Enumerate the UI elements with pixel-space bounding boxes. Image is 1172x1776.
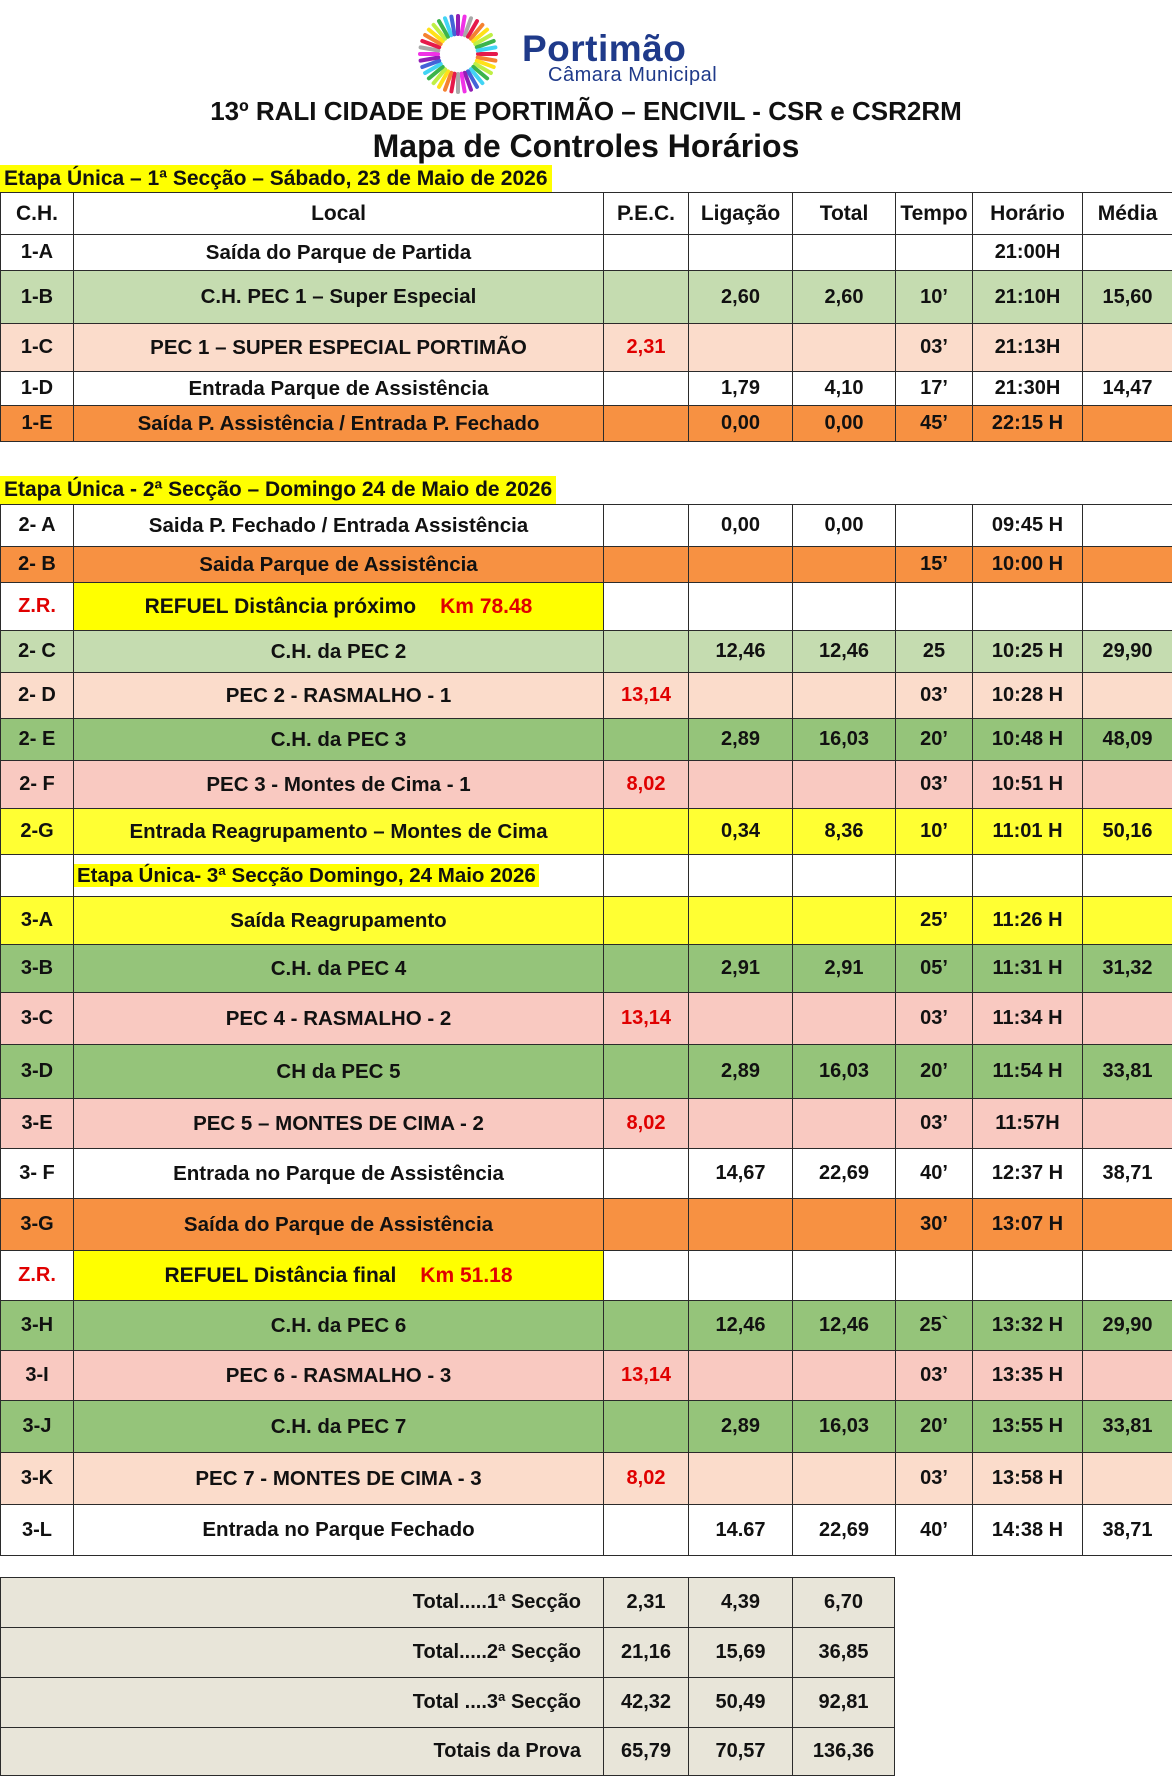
table-row (1, 583, 1172, 631)
total-distance: 16,03 (793, 1045, 896, 1099)
ch-code: 3-B (1, 945, 74, 993)
section3-heading-row (1, 855, 1172, 897)
col-ch: C.H. (1, 193, 74, 235)
total-distance: 16,03 (793, 719, 896, 761)
table-row (1, 1251, 1172, 1301)
ch-code: 2- B (1, 547, 74, 583)
pec-distance (604, 809, 689, 855)
totals-pec: 21,16 (604, 1628, 689, 1678)
total-distance (793, 1453, 896, 1505)
local-name: Entrada Parque de Assistência (74, 372, 604, 406)
ligacao-distance: 14.67 (689, 1505, 793, 1556)
table-row (1, 945, 1172, 993)
media: 50,16 (1083, 809, 1172, 855)
table-row (1, 809, 1172, 855)
media (1083, 761, 1172, 809)
pec-distance: 13,14 (604, 673, 689, 719)
pec-distance (604, 719, 689, 761)
col-tempo: Tempo (896, 193, 973, 235)
local-name: Saida Parque de Assistência (74, 547, 604, 583)
table-row (1, 1453, 1172, 1505)
ligacao-distance (689, 1351, 793, 1401)
tempo: 03’ (896, 673, 973, 719)
total-distance: 22,69 (793, 1149, 896, 1199)
document-title: Mapa de Controles Horários (0, 128, 1172, 165)
total-distance (793, 547, 896, 583)
section1-heading: Etapa Única – 1ª Secção – Sábado, 23 de Maio de 2026 (0, 165, 552, 192)
horario: 10:51 H (973, 761, 1083, 809)
empty-cell (1083, 855, 1172, 897)
totals-table (0, 1577, 895, 1776)
total-distance: 12,46 (793, 631, 896, 673)
horario: 21:10H (973, 271, 1083, 324)
table-row (1, 271, 1172, 324)
media: 31,32 (1083, 945, 1172, 993)
pec-distance (604, 372, 689, 406)
pec-distance: 8,02 (604, 1453, 689, 1505)
empty-cell (689, 583, 793, 631)
ligacao-distance: 0,00 (689, 505, 793, 547)
table-row (1, 897, 1172, 945)
table-row (1, 1099, 1172, 1149)
total-distance (793, 761, 896, 809)
totals-ligacao: 15,69 (689, 1628, 793, 1678)
local-name: PEC 2 - RASMALHO - 1 (74, 673, 604, 719)
totals-label: Total ....3ª Secção (1, 1678, 604, 1728)
ch-code: 3-D (1, 1045, 74, 1099)
horario: 13:07 H (973, 1199, 1083, 1251)
table-row (1, 1301, 1172, 1351)
table-row (1, 993, 1172, 1045)
col-ligacao: Ligação (689, 193, 793, 235)
tempo: 10’ (896, 271, 973, 324)
refuel-note (74, 1251, 604, 1301)
totals-ligacao: 50,49 (689, 1678, 793, 1728)
pec-distance: 8,02 (604, 1099, 689, 1149)
media: 38,71 (1083, 1505, 1172, 1556)
media: 48,09 (1083, 719, 1172, 761)
ch-code: 2- C (1, 631, 74, 673)
total-distance (793, 1099, 896, 1149)
ch-code: 2- E (1, 719, 74, 761)
tempo: 15’ (896, 547, 973, 583)
horario: 10:25 H (973, 631, 1083, 673)
local-name: C.H. da PEC 2 (74, 631, 604, 673)
local-name: Saida P. Fechado / Entrada Assistência (74, 505, 604, 547)
table-row (1, 761, 1172, 809)
tempo: 30’ (896, 1199, 973, 1251)
ligacao-distance (689, 673, 793, 719)
total-distance: 2,91 (793, 945, 896, 993)
ligacao-distance: 2,89 (689, 1045, 793, 1099)
ch-code: 3-K (1, 1453, 74, 1505)
tempo: 45’ (896, 406, 973, 442)
empty-cell (973, 583, 1083, 631)
horario: 13:55 H (973, 1401, 1083, 1453)
ligacao-distance: 2,89 (689, 1401, 793, 1453)
horario: 22:15 H (973, 406, 1083, 442)
tempo (896, 235, 973, 271)
totals-total: 92,81 (793, 1678, 895, 1728)
local-name: Entrada Reagrupamento – Montes de Cima (74, 809, 604, 855)
local-name: PEC 5 – MONTES DE CIMA - 2 (74, 1099, 604, 1149)
media (1083, 324, 1172, 372)
horario: 13:58 H (973, 1453, 1083, 1505)
local-name: Saída P. Assistência / Entrada P. Fechado (74, 406, 604, 442)
section3-heading: Etapa Única- 3ª Secção Domingo, 24 Maio 2026 (74, 864, 539, 887)
horario: 11:31 H (973, 945, 1083, 993)
table-row (1, 324, 1172, 372)
tempo: 03’ (896, 324, 973, 372)
brand-subtitle: Câmara Municipal (548, 64, 717, 87)
ch-code: 3-C (1, 993, 74, 1045)
local-name: Saída Reagrupamento (74, 897, 604, 945)
tempo: 40’ (896, 1149, 973, 1199)
media: 38,71 (1083, 1149, 1172, 1199)
media: 29,90 (1083, 631, 1172, 673)
brand-name: Portimão (522, 28, 686, 70)
local-name: PEC 4 - RASMALHO - 2 (74, 993, 604, 1045)
ligacao-distance (689, 547, 793, 583)
local-name: C.H. da PEC 3 (74, 719, 604, 761)
pec-distance (604, 631, 689, 673)
tempo: 20’ (896, 1045, 973, 1099)
ligacao-distance: 2,60 (689, 271, 793, 324)
total-distance: 16,03 (793, 1401, 896, 1453)
ligacao-distance: 14,67 (689, 1149, 793, 1199)
totals-row (1, 1578, 895, 1628)
totals-total: 6,70 (793, 1578, 895, 1628)
tempo: 25’ (896, 897, 973, 945)
pec-distance (604, 547, 689, 583)
empty-cell (793, 583, 896, 631)
ch-code: 2-G (1, 809, 74, 855)
section2-heading: Etapa Única - 2ª Secção – Domingo 24 de Maio de 2026 (0, 476, 556, 504)
pec-distance (604, 1505, 689, 1556)
table-row (1, 631, 1172, 673)
empty-cell (973, 1251, 1083, 1301)
controls-table-section2-3 (0, 504, 1172, 1556)
local-name: C.H. da PEC 4 (74, 945, 604, 993)
local-name: Saída do Parque de Partida (74, 235, 604, 271)
tempo: 20’ (896, 1401, 973, 1453)
local-name: Entrada no Parque de Assistência (74, 1149, 604, 1199)
pec-distance: 8,02 (604, 761, 689, 809)
ch-code: Z.R. (1, 1251, 74, 1301)
local-name: PEC 7 - MONTES DE CIMA - 3 (74, 1453, 604, 1505)
tempo: 03’ (896, 993, 973, 1045)
ligacao-distance (689, 897, 793, 945)
col-horario: Horário (973, 193, 1083, 235)
ch-code: 3-I (1, 1351, 74, 1401)
document-header (0, 0, 1172, 190)
pec-distance (604, 1199, 689, 1251)
totals-row (1, 1728, 895, 1776)
table-row (1, 547, 1172, 583)
media (1083, 505, 1172, 547)
total-distance (793, 673, 896, 719)
pec-distance: 13,14 (604, 1351, 689, 1401)
ch-code: 2- D (1, 673, 74, 719)
media (1083, 1351, 1172, 1401)
ligacao-distance: 2,91 (689, 945, 793, 993)
total-distance: 8,36 (793, 809, 896, 855)
ch-code: 3-H (1, 1301, 74, 1351)
totals-label: Total.....2ª Secção (1, 1628, 604, 1678)
totals-pec: 2,31 (604, 1578, 689, 1628)
tempo: 17’ (896, 372, 973, 406)
pec-distance (604, 271, 689, 324)
ch-code: 3-L (1, 1505, 74, 1556)
ligacao-distance: 0,34 (689, 809, 793, 855)
col-local: Local (74, 193, 604, 235)
totals-ligacao: 4,39 (689, 1578, 793, 1628)
pec-distance: 2,31 (604, 324, 689, 372)
media (1083, 1199, 1172, 1251)
pec-distance (604, 1045, 689, 1099)
media: 14,47 (1083, 372, 1172, 406)
tempo: 05’ (896, 945, 973, 993)
table-row (1, 673, 1172, 719)
media (1083, 673, 1172, 719)
ch-code: 1-E (1, 406, 74, 442)
ch-code: 3- F (1, 1149, 74, 1199)
tempo: 10’ (896, 809, 973, 855)
totals-label: Totais da Prova (1, 1728, 604, 1776)
empty-cell (1, 855, 74, 897)
pec-distance (604, 406, 689, 442)
pec-distance (604, 1401, 689, 1453)
table-row (1, 505, 1172, 547)
horario: 13:32 H (973, 1301, 1083, 1351)
horario: 11:26 H (973, 897, 1083, 945)
empty-cell (793, 855, 896, 897)
ch-code: 3-A (1, 897, 74, 945)
horario: 11:57H (973, 1099, 1083, 1149)
local-name: PEC 6 - RASMALHO - 3 (74, 1351, 604, 1401)
total-distance (793, 1199, 896, 1251)
refuel-note (74, 583, 604, 631)
horario: 10:28 H (973, 673, 1083, 719)
table-row (1, 1199, 1172, 1251)
total-distance: 22,69 (793, 1505, 896, 1556)
ch-code: 1-A (1, 235, 74, 271)
empty-cell (604, 1251, 689, 1301)
totals-row (1, 1628, 895, 1678)
table-row (1, 1401, 1172, 1453)
ch-code: 2- A (1, 505, 74, 547)
tempo: 03’ (896, 761, 973, 809)
tempo: 25` (896, 1301, 973, 1351)
horario: 11:54 H (973, 1045, 1083, 1099)
ch-code: 2- F (1, 761, 74, 809)
empty-cell (896, 1251, 973, 1301)
refuel-distance: Km 51.18 (420, 1264, 512, 1287)
horario: 12:37 H (973, 1149, 1083, 1199)
col-pec: P.E.C. (604, 193, 689, 235)
media (1083, 1099, 1172, 1149)
table-row (1, 1149, 1172, 1199)
local-name: CH da PEC 5 (74, 1045, 604, 1099)
ligacao-distance: 2,89 (689, 719, 793, 761)
empty-cell (896, 855, 973, 897)
horario: 21:30H (973, 372, 1083, 406)
total-distance: 12,46 (793, 1301, 896, 1351)
media (1083, 897, 1172, 945)
media (1083, 547, 1172, 583)
empty-cell (1083, 1251, 1172, 1301)
empty-cell (1083, 583, 1172, 631)
section3-heading-cell (74, 855, 604, 897)
local-name: C.H. PEC 1 – Super Especial (74, 271, 604, 324)
table-row (1, 1505, 1172, 1556)
totals-total: 136,36 (793, 1728, 895, 1776)
total-distance (793, 993, 896, 1045)
total-distance: 0,00 (793, 505, 896, 547)
total-distance (793, 1351, 896, 1401)
media (1083, 993, 1172, 1045)
pec-distance (604, 1301, 689, 1351)
ligacao-distance (689, 235, 793, 271)
tempo (896, 505, 973, 547)
horario: 10:00 H (973, 547, 1083, 583)
tempo: 20’ (896, 719, 973, 761)
ligacao-distance: 12,46 (689, 631, 793, 673)
ch-code: 3-J (1, 1401, 74, 1453)
ligacao-distance: 1,79 (689, 372, 793, 406)
totals-pec: 65,79 (604, 1728, 689, 1776)
media (1083, 406, 1172, 442)
ch-code: 3-G (1, 1199, 74, 1251)
pec-distance: 13,14 (604, 993, 689, 1045)
table-row (1, 372, 1172, 406)
refuel-label: REFUEL Distância próximo (145, 595, 417, 618)
totals-total: 36,85 (793, 1628, 895, 1678)
controls-table-section1 (0, 192, 1172, 442)
horario: 21:00H (973, 235, 1083, 271)
ligacao-distance (689, 761, 793, 809)
tempo: 25 (896, 631, 973, 673)
totals-ligacao: 70,57 (689, 1728, 793, 1776)
horario: 14:38 H (973, 1505, 1083, 1556)
empty-cell (689, 1251, 793, 1301)
table-row (1, 406, 1172, 442)
media: 33,81 (1083, 1401, 1172, 1453)
horario: 11:34 H (973, 993, 1083, 1045)
column-header-row (1, 193, 1172, 235)
table-row (1, 235, 1172, 271)
empty-cell (604, 855, 689, 897)
tempo: 03’ (896, 1099, 973, 1149)
totals-row (1, 1678, 895, 1728)
ligacao-distance (689, 1199, 793, 1251)
ligacao-distance (689, 1453, 793, 1505)
total-distance: 4,10 (793, 372, 896, 406)
horario: 11:01 H (973, 809, 1083, 855)
horario: 10:48 H (973, 719, 1083, 761)
refuel-distance: Km 78.48 (440, 595, 532, 618)
totals-label: Total.....1ª Secção (1, 1578, 604, 1628)
total-distance (793, 897, 896, 945)
pec-distance (604, 945, 689, 993)
ch-code: 1-B (1, 271, 74, 324)
horario: 09:45 H (973, 505, 1083, 547)
portimao-logo-icon (408, 10, 508, 98)
local-name: PEC 3 - Montes de Cima - 1 (74, 761, 604, 809)
tempo: 03’ (896, 1453, 973, 1505)
ligacao-distance: 0,00 (689, 406, 793, 442)
totals-pec: 42,32 (604, 1678, 689, 1728)
horario: 13:35 H (973, 1351, 1083, 1401)
ch-code: 1-D (1, 372, 74, 406)
ch-code: 1-C (1, 324, 74, 372)
ch-code: 3-E (1, 1099, 74, 1149)
pec-distance (604, 1149, 689, 1199)
media (1083, 1453, 1172, 1505)
ligacao-distance (689, 1099, 793, 1149)
col-total: Total (793, 193, 896, 235)
horario: 21:13H (973, 324, 1083, 372)
col-media: Média (1083, 193, 1172, 235)
pec-distance (604, 897, 689, 945)
ligacao-distance (689, 993, 793, 1045)
media: 15,60 (1083, 271, 1172, 324)
ligacao-distance (689, 324, 793, 372)
table-row (1, 1045, 1172, 1099)
empty-cell (604, 583, 689, 631)
local-name: Entrada no Parque Fechado (74, 1505, 604, 1556)
media: 29,90 (1083, 1301, 1172, 1351)
media: 33,81 (1083, 1045, 1172, 1099)
ligacao-distance: 12,46 (689, 1301, 793, 1351)
empty-cell (689, 855, 793, 897)
ch-code: Z.R. (1, 583, 74, 631)
total-distance: 0,00 (793, 406, 896, 442)
event-title: 13º RALI CIDADE DE PORTIMÃO – ENCIVIL - CSR e CSR2RM (0, 96, 1172, 127)
table-row (1, 719, 1172, 761)
tempo: 03’ (896, 1351, 973, 1401)
local-name: C.H. da PEC 7 (74, 1401, 604, 1453)
table-row (1, 1351, 1172, 1401)
media (1083, 235, 1172, 271)
tempo: 40’ (896, 1505, 973, 1556)
pec-distance (604, 505, 689, 547)
local-name: C.H. da PEC 6 (74, 1301, 604, 1351)
total-distance: 2,60 (793, 271, 896, 324)
empty-cell (973, 855, 1083, 897)
total-distance (793, 324, 896, 372)
empty-cell (896, 583, 973, 631)
refuel-label: REFUEL Distância final (164, 1264, 396, 1287)
empty-cell (793, 1251, 896, 1301)
local-name: Saída do Parque de Assistência (74, 1199, 604, 1251)
pec-distance (604, 235, 689, 271)
local-name: PEC 1 – SUPER ESPECIAL PORTIMÃO (74, 324, 604, 372)
total-distance (793, 235, 896, 271)
